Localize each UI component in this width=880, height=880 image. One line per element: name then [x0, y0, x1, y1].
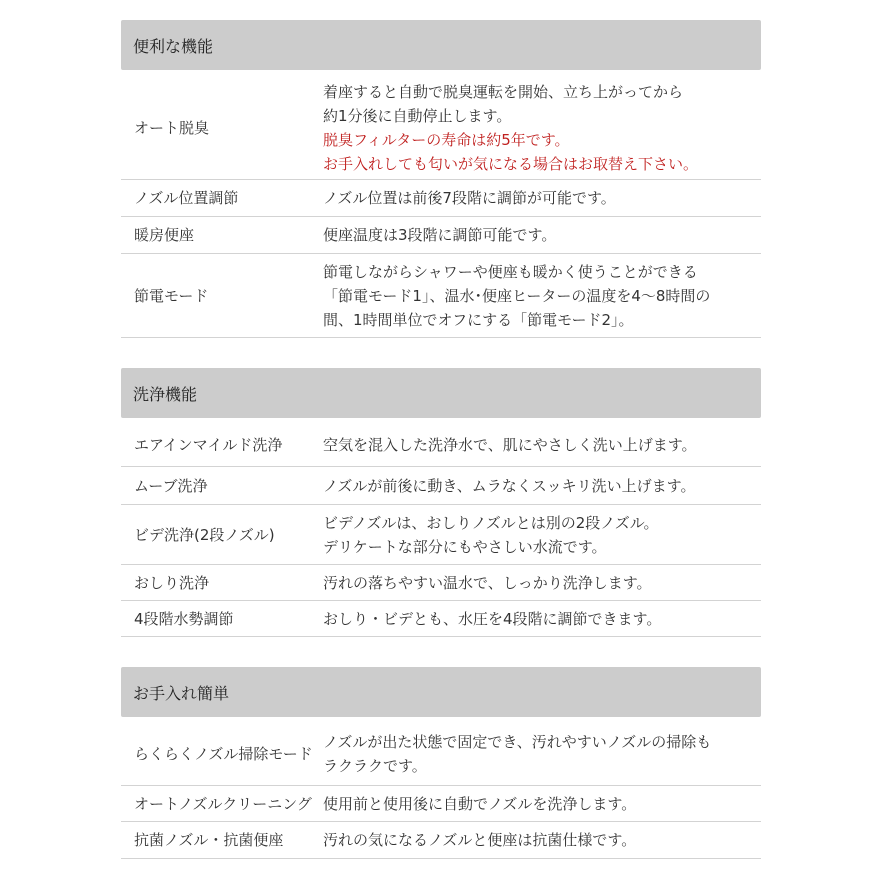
table-row: [121, 786, 761, 822]
description-line: 使用前と使用後に自動でノズルを洗浄します。: [323, 794, 637, 813]
description-line: 約1分後に自動停止します。: [323, 106, 512, 125]
feature-label: エアインマイルド洗浄: [134, 436, 283, 454]
table-row: [121, 565, 761, 601]
feature-label: ノズル位置調節: [134, 189, 239, 207]
section-spacer: [121, 637, 761, 667]
description-line: 間、1時間単位でオフにする「節電モード2」。: [323, 310, 634, 329]
feature-description: [323, 792, 761, 816]
table-row: [121, 180, 761, 217]
warning-line: お手入れしても匂いが気になる場合はお取替え下さい。: [323, 154, 699, 173]
section-convenient-features: [121, 20, 761, 338]
feature-description: [323, 186, 761, 210]
feature-label: 暖房便座: [134, 226, 195, 244]
description-line: 汚れの落ちやすい温水で、しっかり洗浄します。: [323, 573, 652, 592]
description-line: デリケートな部分にもやさしい水流です。: [323, 537, 607, 556]
section-spacer: [121, 338, 761, 368]
section-washing-features: [121, 368, 761, 637]
feature-description: [323, 730, 761, 778]
description-line: 「節電モード1」、温水･便座ヒーターの温度を4～8時間の: [323, 286, 711, 305]
feature-description: [323, 571, 761, 595]
feature-description: [323, 474, 761, 498]
feature-label: 節電モード: [134, 286, 209, 305]
feature-table: [121, 76, 761, 338]
feature-description: [323, 433, 761, 457]
feature-label: らくらくノズル掃除モード: [134, 745, 313, 763]
feature-table: [121, 424, 761, 637]
section-header: 洗浄機能: [121, 368, 761, 418]
table-row: [121, 76, 761, 180]
table-row: [121, 601, 761, 637]
feature-description: [323, 260, 761, 332]
section-header: 便利な機能: [121, 20, 761, 70]
feature-label: オートノズルクリーニング: [134, 794, 312, 813]
warning-line: 脱臭フィルターの寿命は約5年です。: [323, 130, 570, 149]
description-line: 空気を混入した洗浄水で、肌にやさしく洗い上げます。: [323, 436, 697, 454]
feature-description: [323, 80, 761, 176]
feature-label: オート脱臭: [134, 118, 210, 137]
feature-label: 抗菌ノズル・抗菌便座: [134, 831, 284, 849]
description-line: 着座すると自動で脱臭運転を開始、立ち上がってから: [323, 82, 684, 101]
description-line: 汚れの気になるノズルと便座は抗菌仕様です。: [323, 831, 637, 849]
feature-spec-page: [121, 20, 761, 859]
table-row: [121, 467, 761, 505]
feature-table: [121, 723, 761, 859]
table-row: [121, 505, 761, 565]
description-line: 節電しながらシャワーや便座も暖かく使うことができる: [323, 262, 698, 281]
feature-description: [323, 223, 761, 247]
feature-description: [323, 828, 761, 852]
description-line: 便座温度は3段階に調節可能です。: [323, 226, 557, 244]
table-row: [121, 723, 761, 786]
feature-label: おしり洗浄: [134, 573, 210, 592]
description-line: ビデノズルは、おしりノズルとは別の2段ノズル。: [323, 513, 659, 532]
description-line: ノズルが前後に動き、ムラなくスッキリ洗い上げます。: [323, 476, 696, 495]
description-line: ノズル位置は前後7段階に調節が可能です。: [323, 189, 616, 207]
feature-label: ビデ洗浄(2段ノズル): [134, 525, 275, 544]
feature-description: [323, 511, 761, 559]
table-row: [121, 424, 761, 467]
table-row: [121, 254, 761, 338]
description-line: ラクラクです。: [323, 757, 427, 775]
table-row: [121, 217, 761, 254]
description-line: ノズルが出た状態で固定でき、汚れやすいノズルの掃除も: [323, 733, 712, 751]
feature-description: [323, 607, 761, 631]
section-header: お手入れ簡単: [121, 667, 761, 717]
description-line: おしり・ビデとも、水圧を4段階に調節できます。: [323, 609, 662, 628]
table-row: [121, 822, 761, 859]
feature-label: ムーブ洗浄: [134, 476, 208, 495]
feature-label: 4段階水勢調節: [134, 609, 234, 628]
section-easy-maintenance: [121, 667, 761, 859]
